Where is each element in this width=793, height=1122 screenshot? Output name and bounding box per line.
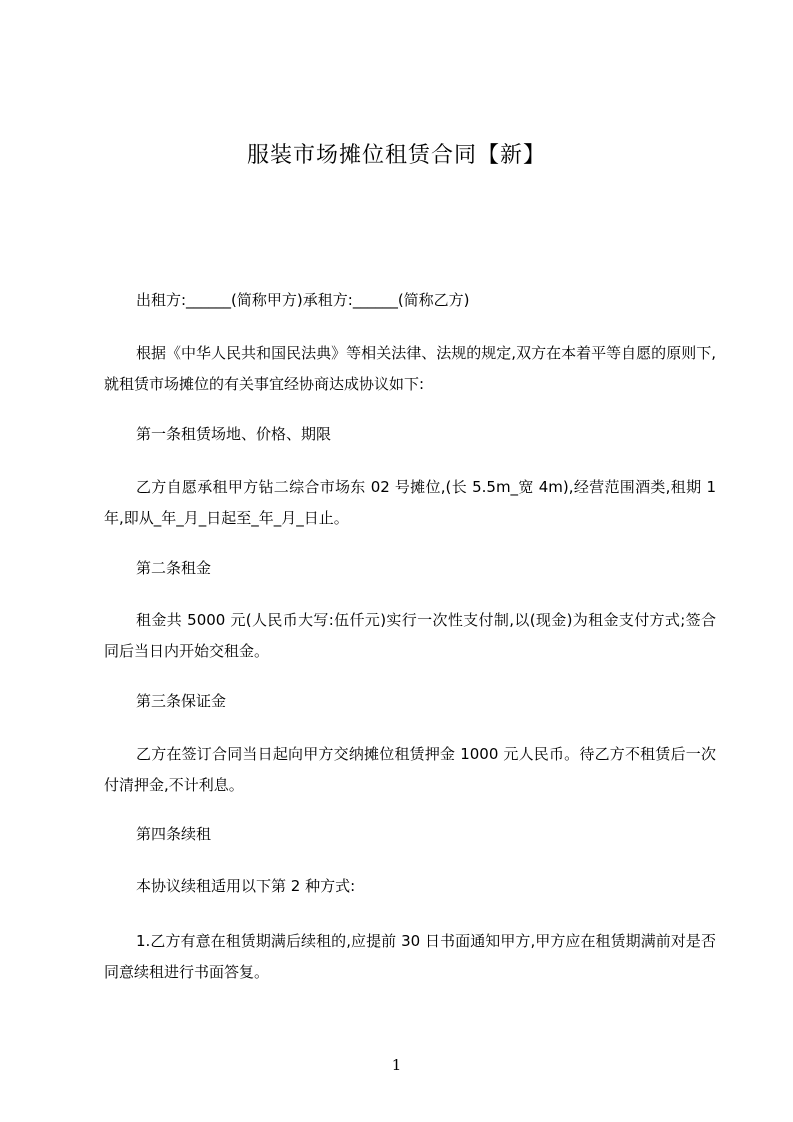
article2-body: 租金共 5000 元(人民币大写:伍仟元)实行一次性支付制,以(现金)为租金支付方式;签合同后当日内开始交租金。 bbox=[104, 611, 716, 660]
article3-heading: 第三条保证金 bbox=[136, 692, 227, 710]
article4-item-1: 1.乙方有意在租赁期满后续租的,应提前 30 日书面通知甲方,甲方应在租赁期满前对是否同意续租进行书面答复。 bbox=[104, 932, 716, 981]
article1-heading: 第一条租赁场地、价格、期限 bbox=[136, 425, 332, 443]
page-number: 1 bbox=[391, 1056, 402, 1074]
article4-heading: 第四条续租 bbox=[136, 825, 212, 843]
document-title: 服装市场摊位租赁合同【新】 bbox=[246, 143, 546, 168]
preamble-paragraph: 根据《中华人民共和国民法典》等相关法律、法规的规定,双方在本着平等自愿的原则下,就租赁市场摊位的有关事宜经协商达成协议如下: bbox=[104, 344, 716, 393]
article3-body: 乙方在签订合同当日起向甲方交纳摊位租赁押金 1000 元人民币。待乙方不租赁后一次付清押金,不计利息。 bbox=[104, 745, 716, 794]
article2-heading: 第二条租金 bbox=[136, 559, 212, 577]
parties-line: 出租方:______(简称甲方)承租方:______(简称乙方) bbox=[136, 291, 470, 309]
article4-intro: 本协议续租适用以下第 2 种方式: bbox=[136, 877, 356, 895]
article1-body: 乙方自愿承租甲方钻二综合市场东 02 号摊位,(长 5.5m_宽 4m),经营范围酒类,租期 1 年,即从_年_月_日起至_年_月_日止。 bbox=[104, 478, 716, 527]
